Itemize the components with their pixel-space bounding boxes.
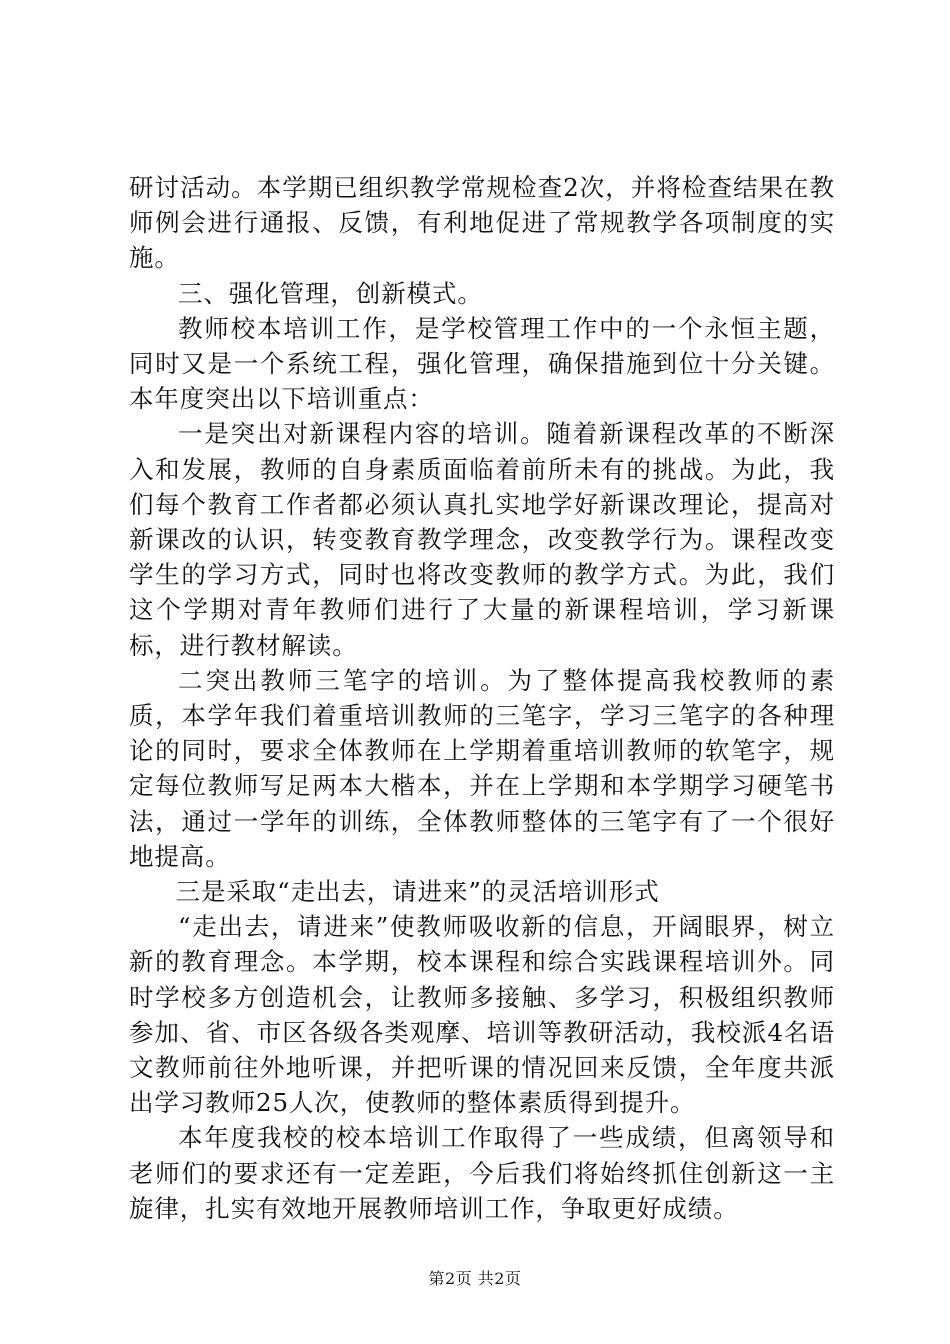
paragraph-intro: 教师校本培训工作，是学校管理工作中的一个永恒主题，同时又是一个系统工程，强化管理，确保措施到位十分关键。本年度突出以下培训重点： bbox=[129, 313, 835, 414]
paragraph-continuation: 研讨活动。本学期已组织教学常规检查2次，并将检查结果在教师例会进行通报、反馈，有利地促进了常规教学各项制度的实施。 bbox=[129, 173, 835, 273]
paragraph-point-three-heading: 三是采取“走出去，请进来”的灵活培训形式 bbox=[175, 877, 660, 907]
section-heading: 三、强化管理，创新模式。 bbox=[178, 278, 483, 308]
page-number-footer: 第2页 共2页 bbox=[428, 1269, 522, 1288]
paragraph-point-two: 二突出教师三笔字的培训。为了整体提高我校教师的素质，本学年我们着重培训教师的三笔字，学习三笔字的各种理论的同时，要求全体教师在上学期着重培训教师的软笔字，规定每位教师写足两本大楷本，并在上学期和本学期学习硬笔书法，通过一学年的训练，全体教师整体的三笔字有了一个很好地提高。 bbox=[129, 665, 835, 871]
paragraph-conclusion: 本年度我校的校本培训工作取得了一些成绩，但离领导和老师们的要求还有一定差距，今后我们将始终抓住创新这一主旋律，扎实有效地开展教师培训工作，争取更好成绩。 bbox=[129, 1123, 835, 1223]
paragraph-point-three: “走出去，请进来”使教师吸收新的信息，开阔眼界，树立新的教育理念。本学期，校本课程和综合实践课程培训外。同时学校多方创造机会，让教师多接触、多学习，积极组织教师参加、省、市区各级各类观摩、培训等教研活动，我校派4名语文教师前往外地听课，并把听课的情况回来反馈，全年度共派出学习教师25人次，使教师的整体素质得到提升。 bbox=[129, 912, 835, 1118]
document-body bbox=[129, 170, 835, 1226]
paragraph-point-one: 一是突出对新课程内容的培训。随着新课程改革的不断深入和发展，教师的自身素质面临着前所未有的挑战。为此，我们每个教育工作者都必须认真扎实地学好新课改理论，提高对新课改的认识，转变教育教学理念，改变教学行为。课程改变学生的学习方式，同时也将改变教师的教学方式。为此，我们这个学期对青年教师们进行了大量的新课程培训，学习新课标，进行教材解读。 bbox=[129, 419, 835, 660]
